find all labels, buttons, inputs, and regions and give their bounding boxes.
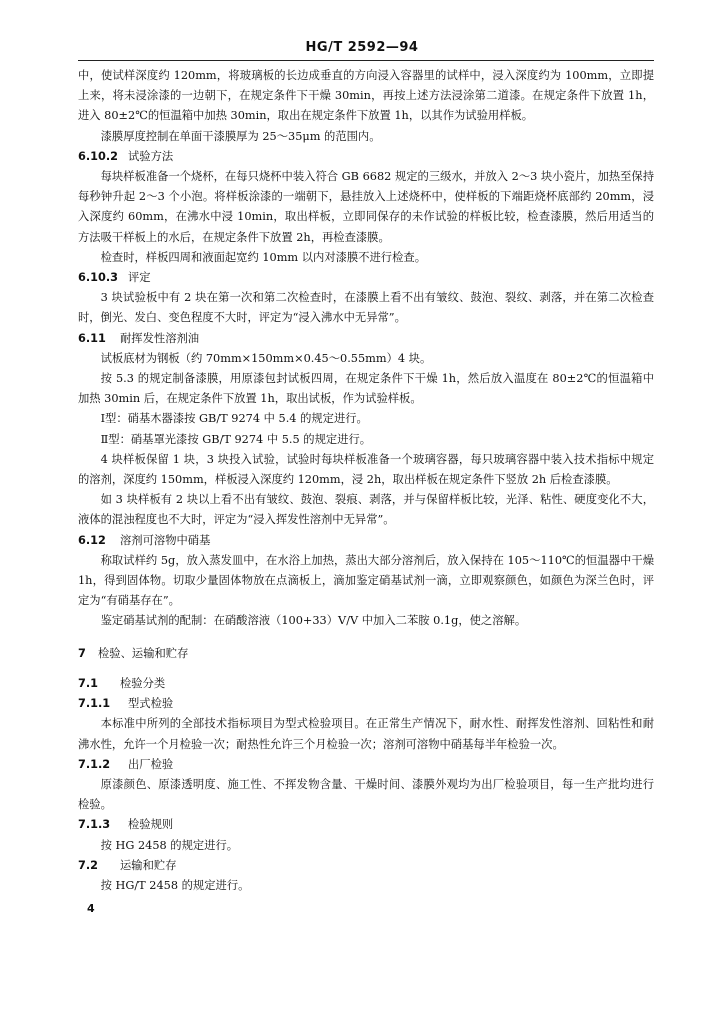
section-number: 6.12 bbox=[78, 533, 106, 547]
paragraph-type-2: Ⅱ型：硝基罩光漆按 GB/T 9274 中 5.5 的规定进行。 bbox=[100, 432, 372, 446]
section-title: 型式检验 bbox=[128, 697, 174, 711]
section-7-1-heading bbox=[78, 674, 654, 694]
section-number: 7.1.3 bbox=[78, 818, 111, 832]
section-title: 运输和贮存 bbox=[120, 858, 177, 872]
section-6-10-2-heading bbox=[78, 147, 654, 167]
paragraph-film-thickness: 漆膜厚度控制在单面干漆膜厚为 25～35μm 的范围内。 bbox=[100, 129, 381, 143]
paragraph-boiling-water-method: 每块样板准备一个烧杯，在每只烧杯中装入符合 GB 6682 规定的三级水，并放入 2～3 块小瓷片，加热至保持每秒钟升起 2～3 个小泡。将样板涂漆的一端朝下，悬挂放入上述烧杯中，使样板的下端距烧杯底部约 20mm，浸入深度约 60mm，在沸水中浸 10min，取出样板，立即同保存的未作试验的样板比较，检查漆膜，然后用适当的方法吸干样板上的水后，在规定条件下放置 2h，再检查漆膜。 bbox=[78, 170, 654, 244]
section-title: 检验规则 bbox=[128, 818, 174, 832]
header-rule bbox=[78, 60, 654, 61]
section-number: 6.11 bbox=[78, 331, 106, 345]
section-title: 检验、运输和贮存 bbox=[98, 646, 189, 660]
paragraph-panel-preparation: 按 5.3 的规定制备漆膜，用原漆包封试板四周，在规定条件下干燥 1h，然后放入温度在 80±2℃的恒温箱中加热 30min 后，在规定条件下放置 1h，取出试板，作为试验样板。 bbox=[78, 372, 654, 406]
paragraph-type-inspection: 本标准中所列的全部技术指标项目为型式检验项目。在正常生产情况下，耐水性、耐挥发性溶剂、回粘性和耐沸水性，允许一个月检验一次；耐热性允许三个月检验一次；溶剂可溶物中硝基每半年检验一次。 bbox=[78, 717, 654, 751]
section-number: 6.10.2 bbox=[78, 149, 119, 163]
paragraph-test-panel-substrate: 试板底材为钢板（约 70mm×150mm×0.45～0.55mm）4 块。 bbox=[100, 351, 432, 365]
section-number: 7.1 bbox=[78, 676, 99, 690]
section-7-1-3-heading bbox=[78, 815, 654, 835]
section-7-2-heading bbox=[78, 856, 654, 876]
section-6-11-heading bbox=[78, 329, 654, 349]
section-number: 7.1.2 bbox=[78, 757, 111, 771]
section-number: 6.10.3 bbox=[78, 271, 119, 285]
paragraph-factory-inspection: 原漆颜色、原漆透明度、施工性、不挥发物含量、干燥时间、漆膜外观均为出厂检验项目，每一生产批均进行检验。 bbox=[78, 777, 654, 812]
paragraph-solvent-evaluation: 如 3 块样板有 2 块以上看不出有皱纹、鼓泡、裂痕、剥落，并与保留样板比较，光泽、粘性、硬度变化不大，液体的混浊程度也不大时，评定为“浸入挥发性溶剂中无异常”。 bbox=[78, 493, 654, 527]
section-7-1-2-heading bbox=[78, 755, 654, 775]
section-title: 耐挥发性溶剂油 bbox=[120, 331, 200, 345]
paragraph-transport-storage: 按 HG/T 2458 的规定进行。 bbox=[100, 878, 250, 892]
paragraph-inspection-rules: 按 HG 2458 的规定进行。 bbox=[100, 838, 239, 852]
section-title: 溶剂可溶物中硝基 bbox=[120, 533, 211, 547]
document-code-header: HG/T 2592—94 bbox=[305, 40, 419, 55]
section-6-12-heading bbox=[78, 531, 654, 551]
page-number: 4 bbox=[87, 902, 95, 915]
section-title: 评定 bbox=[128, 271, 151, 285]
paragraph-nitro-test: 称取试样约 5g，放入蒸发皿中，在水浴上加热，蒸出大部分溶剂后，放入保持在 105～110℃的恒温器中干燥 1h，得到固体物。切取少量固体物放在点滴板上，滴加鉴定硝基试剂一滴，立即观察颜色，如颜色为深兰色时，评定为“有硝基存在”。 bbox=[78, 553, 654, 608]
section-title: 出厂检验 bbox=[128, 757, 174, 771]
paragraph-inspection-margin: 检查时，样板四周和液面起宽约 10mm 以内对漆膜不进行检查。 bbox=[100, 250, 426, 264]
paragraph-reagent-preparation: 鉴定硝基试剂的配制：在硝酸溶液（100+33）V/V 中加入二苯胺 0.1g，使之溶解。 bbox=[100, 614, 527, 628]
section-title: 检验分类 bbox=[120, 676, 166, 690]
page-body bbox=[78, 66, 654, 896]
paragraph-solvent-immersion: 4 块样板保留 1 块，3 块投入试验，试验时每块样板准备一个玻璃容器，每只玻璃容器中装入技术指标中规定的溶剂，深度约 150mm，样板浸入深度约 120mm，浸 2h，取出样板在规定条件下竖放 2h 后检查漆膜。 bbox=[78, 452, 654, 487]
section-6-10-3-heading bbox=[78, 268, 654, 288]
chapter-7-heading bbox=[78, 644, 654, 664]
section-number: 7.1.1 bbox=[78, 697, 111, 711]
paragraph-type-1: Ⅰ型：硝基木器漆按 GB/T 9274 中 5.4 的规定进行。 bbox=[100, 412, 368, 426]
section-7-1-1-heading bbox=[78, 694, 654, 714]
paragraph-boiling-water-evaluation: 3 块试验板中有 2 块在第一次和第二次检查时，在漆膜上看不出有皱纹、鼓泡、裂纹、剥落，并在第二次检查时，倒光、发白、变色程度不大时，评定为“浸入沸水中无异常”。 bbox=[78, 291, 654, 325]
section-number: 7.2 bbox=[78, 858, 99, 872]
paragraph-sample-prep-continued: 中，使试样深度约 120mm，将玻璃板的长边成垂直的方向浸入容器里的试样中，浸入深度约为 100mm，立即提上来，将未浸涂漆的一边朝下，在规定条件下干燥 30min，再按上述方法浸涂第二道漆。在规定条件下放置 1h，进入 80±2℃的恒温箱中加热 30min，取出在规定条件下放置 1h，以其作为试验用样板。 bbox=[78, 69, 654, 123]
section-title: 试验方法 bbox=[128, 149, 174, 163]
section-number: 7 bbox=[78, 646, 86, 660]
